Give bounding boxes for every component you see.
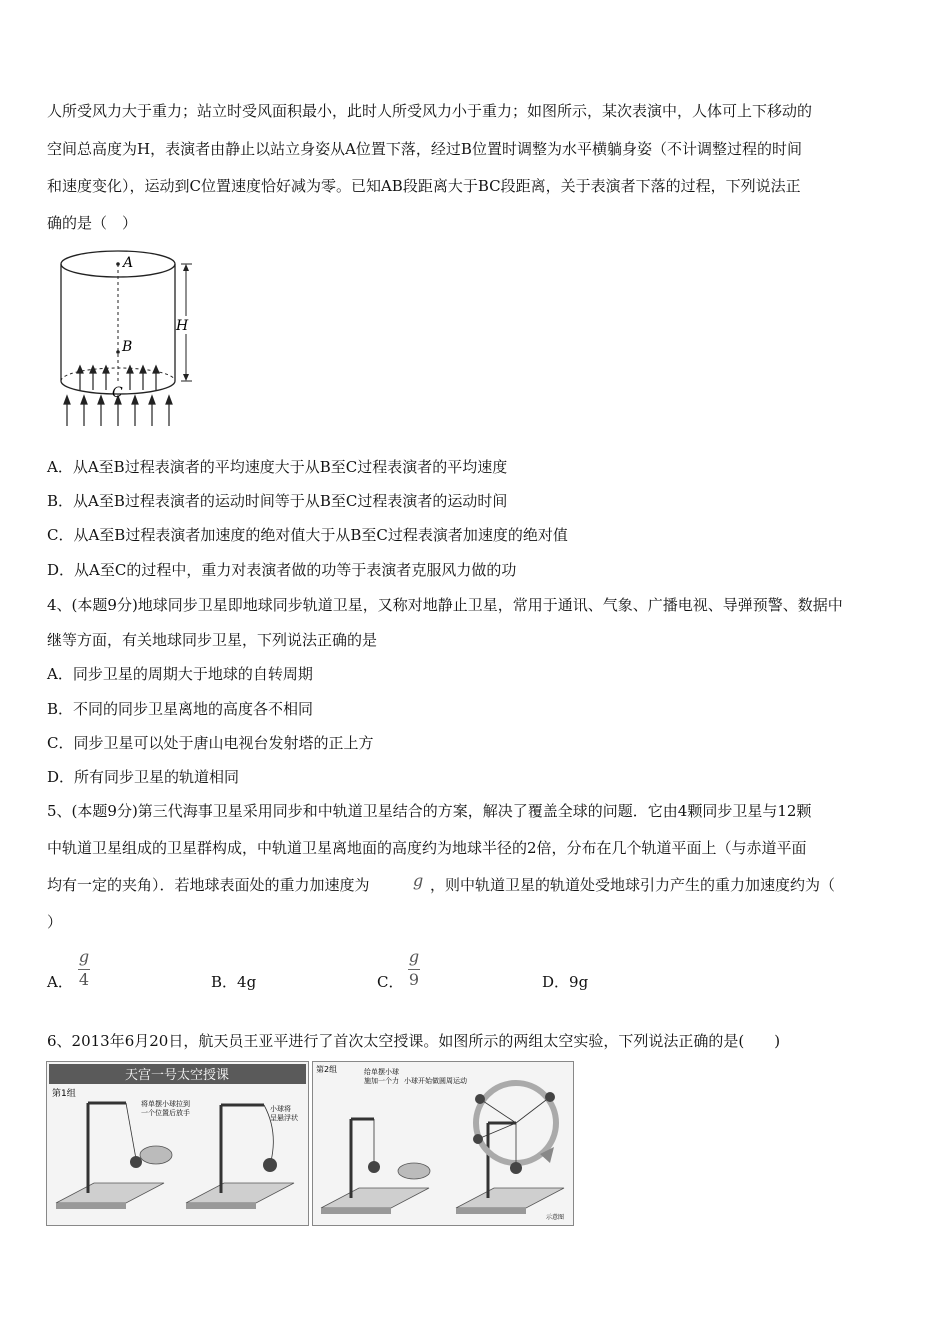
- q6-stem: 6、2013年6月20日，航天员王亚平进行了首次太空授课。如图所示的两组太空实验，下列说法正确的是( ): [47, 1032, 781, 1050]
- q4-option-a: A．同步卫星的周期大于地球的自转周期: [47, 665, 313, 683]
- q5-option-c-denominator: 9: [408, 970, 420, 989]
- q4-option-c: C．同步卫星可以处于唐山电视台发射塔的正上方: [47, 734, 374, 752]
- group-1-note-a2: 一个位置后放手: [141, 1109, 190, 1117]
- q3-stem-line-3: 和速度变化），运动到C位置速度恰好减为零。已知AB段距离大于BC段距离，关于表演者下落的过程，下列说法正: [47, 177, 801, 195]
- q5-stem-line-3b: ，则中轨道卫星的轨道处受地球引力产生的重力加速度约为（: [430, 876, 836, 894]
- q4-stem-line-1: 4、(本题9分)地球同步卫星即地球同步轨道卫星，又称对地静止卫星，常用于通讯、气象、广播电视、导弹预警、数据中: [47, 596, 843, 614]
- figure-label-b: B: [122, 339, 133, 355]
- banner-title: 天宫一号太空授课: [124, 1068, 230, 1083]
- group-2-label: 第2组: [316, 1065, 338, 1074]
- group-1-note-b: 小球将: [270, 1105, 291, 1113]
- q4-stem-line-2: 继等方面，有关地球同步卫星，下列说法正确的是: [47, 631, 378, 649]
- gravity-symbol: g: [413, 871, 424, 890]
- group-1-note-b2: 呈悬浮状: [270, 1114, 298, 1122]
- q5-option-a-label: A．: [47, 973, 73, 991]
- q4-option-b: B．不同的同步卫星离地的高度各不相同: [47, 700, 314, 718]
- q5-option-d: D．9g: [542, 973, 589, 991]
- figure-label-c: C: [112, 385, 123, 401]
- group-1-note-a: 将单摆小球拉到: [141, 1100, 190, 1108]
- figure-label-a: A: [123, 255, 134, 271]
- q5-option-a-numerator: g: [78, 947, 90, 966]
- figure-label-h: H: [176, 318, 189, 334]
- group-1-label: 第1组: [52, 1089, 76, 1099]
- q3-stem-line-1: 人所受风力大于重力；站立时受风面积最小，此时人所受风力小于重力；如图所示，某次表演中，人体可上下移动的: [47, 102, 813, 120]
- q3-option-d: D．从A至C的过程中，重力对表演者做的功等于表演者克服风力做的功: [47, 561, 517, 579]
- group-2-note-a: 给单摆小球: [364, 1068, 399, 1076]
- q3-option-a: A．从A至B过程表演者的平均速度大于从B至C过程表演者的平均速度: [47, 458, 508, 476]
- q3-stem-line-2: 空间总高度为H，表演者由静止以站立身姿从A位置下落，经过B位置时调整为水平横躺身姿（不计调整过程的时间: [47, 140, 802, 158]
- schematic-corner-note: 示意图: [545, 1214, 564, 1221]
- q3-option-b: B．从A至B过程表演者的运动时间等于从B至C过程表演者的运动时间: [47, 492, 508, 510]
- q5-stem-line-2: 中轨道卫星组成的卫星群构成，中轨道卫星离地面的高度约为地球半径的2倍，分布在几个轨道平面上（与赤道平面: [47, 839, 807, 857]
- q5-option-c-numerator: g: [408, 947, 420, 966]
- q5-option-a-denominator: 4: [78, 970, 90, 989]
- q5-stem-line-3a: 均有一定的夹角）．若地球表面处的重力加速度为: [47, 876, 370, 894]
- q5-option-c-label: C．: [377, 973, 404, 991]
- q5-stem-line-4: ）: [47, 913, 63, 931]
- space-lecture-figure: [46, 1061, 574, 1227]
- group-2-note-b: 小球开始做圆周运动: [404, 1077, 467, 1085]
- q5-stem-line-1: 5、(本题9分)第三代海事卫星采用同步和中轨道卫星结合的方案，解决了覆盖全球的问题．它由4颗同步卫星与12颗: [47, 802, 812, 820]
- wind-tunnel-figure: [55, 244, 205, 429]
- q3-stem-line-4: 确的是（ ）: [47, 214, 138, 232]
- q3-option-c: C．从A至B过程表演者加速度的绝对值大于从B至C过程表演者加速度的绝对值: [47, 526, 568, 544]
- q5-option-b: B．4g: [211, 973, 257, 991]
- q4-option-d: D．所有同步卫星的轨道相同: [47, 768, 240, 786]
- group-2-note-a2: 施加一个力: [364, 1077, 399, 1085]
